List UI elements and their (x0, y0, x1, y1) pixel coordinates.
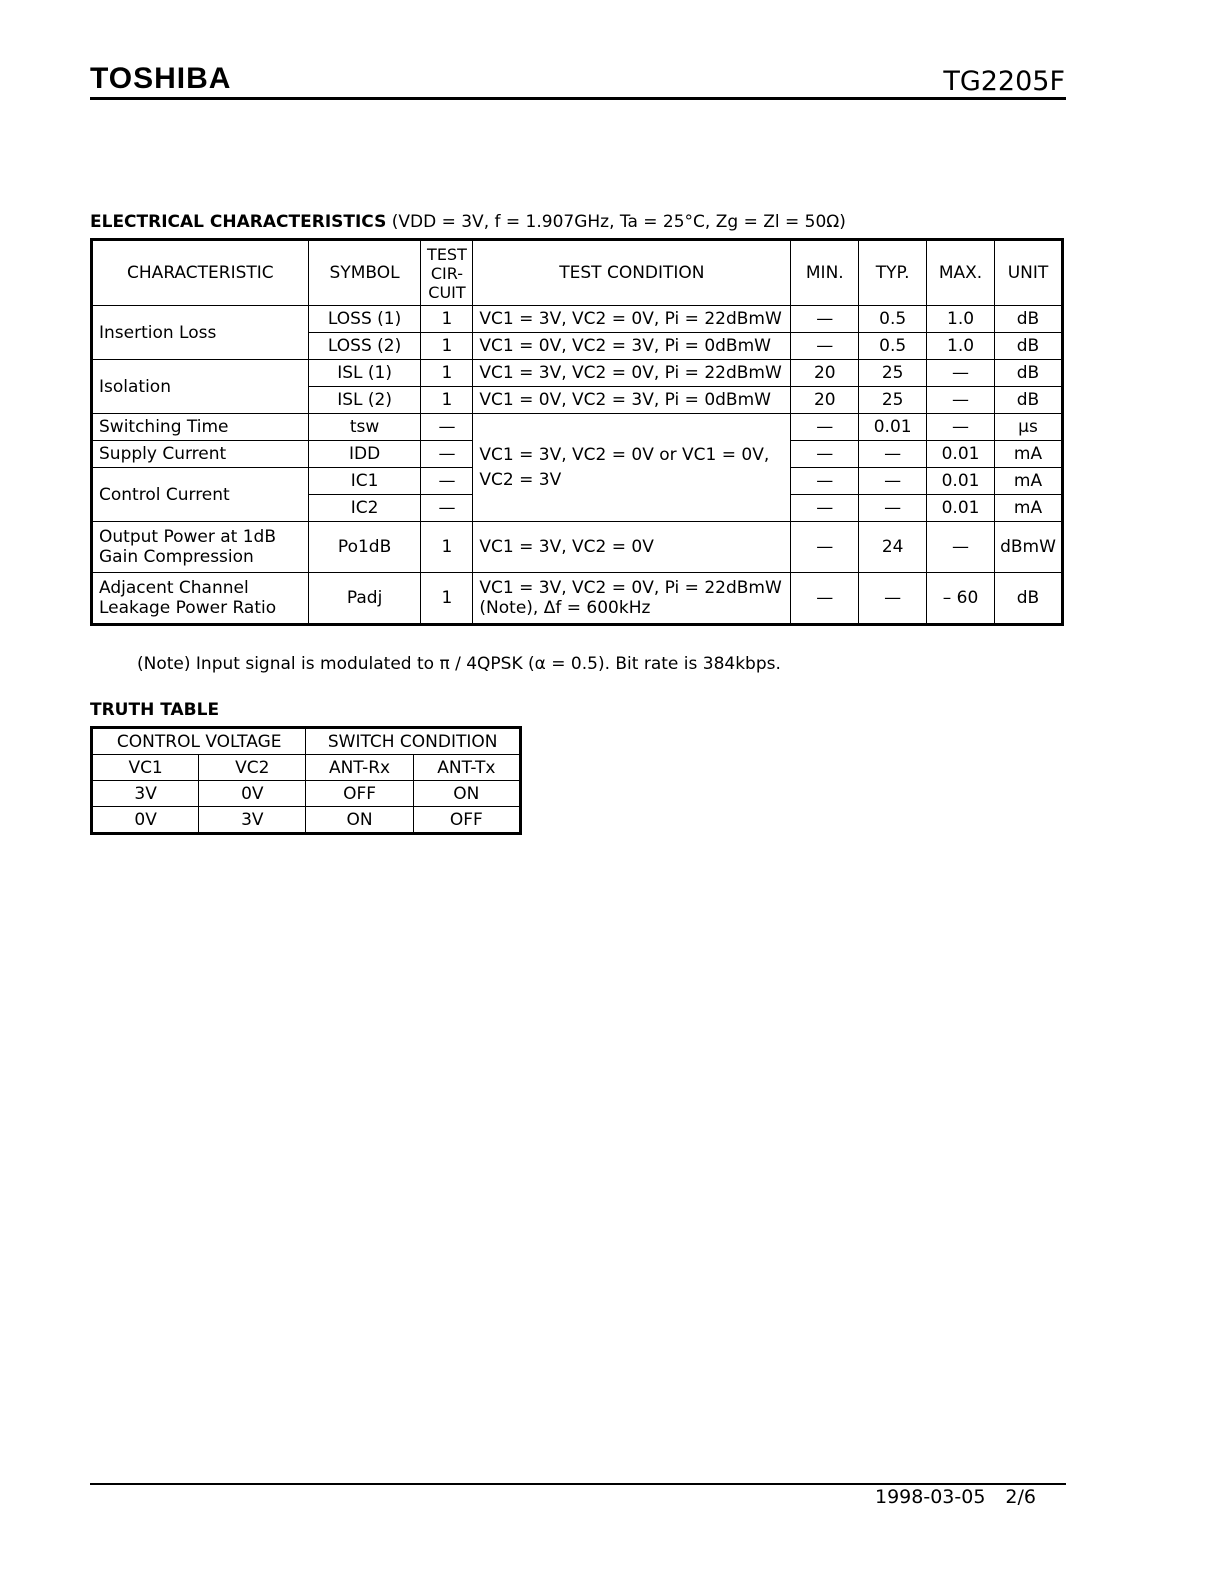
modulation-note: (Note) Input signal is modulated to π / 4QPSK (α = 0.5). Bit rate is 384kbps. (137, 654, 781, 674)
truth-group-header-row (92, 728, 521, 755)
unit-cell: dB (994, 306, 1062, 333)
typ-cell: 0.5 (859, 333, 927, 360)
footer (875, 1486, 1036, 1508)
characteristic-cell: Isolation (92, 360, 309, 414)
table-row (92, 360, 1063, 387)
max-cell: – 60 (927, 573, 995, 625)
col-typ: TYP. (859, 240, 927, 306)
truth-cell: 3V (92, 781, 199, 807)
circuit-cell: 1 (421, 360, 473, 387)
symbol-cell: IC2 (308, 495, 421, 522)
vc1-header: VC1 (92, 755, 199, 781)
max-cell: 1.0 (927, 306, 995, 333)
max-cell: — (927, 387, 995, 414)
characteristic-cell: Control Current (92, 468, 309, 522)
max-cell: 1.0 (927, 333, 995, 360)
header-divider (90, 97, 1066, 100)
ant-tx-header: ANT-Tx (413, 755, 520, 781)
table-row (92, 573, 1063, 625)
table-row (92, 306, 1063, 333)
condition-cell: VC1 = 3V, VC2 = 0V (473, 522, 791, 573)
truth-sub-header-row (92, 755, 521, 781)
truth-cell: 0V (199, 781, 306, 807)
unit-cell: μs (994, 414, 1062, 441)
circuit-cell: 1 (421, 333, 473, 360)
ec-conditions: (VDD = 3V, f = 1.907GHz, Ta = 25°C, Zg = Zl = 50Ω) (391, 212, 846, 232)
max-cell: — (927, 522, 995, 573)
typ-cell: — (859, 495, 927, 522)
min-cell: — (791, 441, 859, 468)
symbol-cell: tsw (308, 414, 421, 441)
min-cell: — (791, 573, 859, 625)
truth-table-title: TRUTH TABLE (90, 700, 220, 720)
max-cell: 0.01 (927, 468, 995, 495)
min-cell: — (791, 333, 859, 360)
circuit-cell: — (421, 468, 473, 495)
characteristic-cell: Output Power at 1dB Gain Compression (92, 522, 309, 573)
circuit-cell: — (421, 495, 473, 522)
truth-cell: OFF (306, 781, 413, 807)
circuit-cell: 1 (421, 522, 473, 573)
typ-cell: 25 (859, 360, 927, 387)
min-cell: — (791, 495, 859, 522)
footer-page: 2/6 (1005, 1486, 1036, 1508)
col-min: MIN. (791, 240, 859, 306)
condition-cell: VC1 = 3V, VC2 = 0V, Pi = 22dBmW (473, 306, 791, 333)
unit-cell: dBmW (994, 522, 1062, 573)
min-cell: 20 (791, 360, 859, 387)
min-cell: — (791, 306, 859, 333)
typ-cell: 25 (859, 387, 927, 414)
unit-cell: mA (994, 468, 1062, 495)
shared-condition-cell: VC1 = 3V, VC2 = 0V or VC1 = 0V, VC2 = 3V (473, 414, 791, 522)
symbol-cell: IC1 (308, 468, 421, 495)
condition-cell: VC1 = 3V, VC2 = 0V, Pi = 22dBmW (473, 360, 791, 387)
footer-date: 1998-03-05 (875, 1486, 986, 1508)
col-test-condition: TEST CONDITION (473, 240, 791, 306)
symbol-cell: LOSS (1) (308, 306, 421, 333)
ec-title-text: ELECTRICAL CHARACTERISTICS (90, 212, 387, 232)
characteristic-cell: Insertion Loss (92, 306, 309, 360)
electrical-characteristics-title (90, 212, 846, 232)
unit-cell: mA (994, 495, 1062, 522)
col-characteristic: CHARACTERISTIC (92, 240, 309, 306)
symbol-cell: Padj (308, 573, 421, 625)
min-cell: — (791, 468, 859, 495)
table-row (92, 781, 521, 807)
unit-cell: dB (994, 573, 1062, 625)
circuit-cell: 1 (421, 573, 473, 625)
symbol-cell: Po1dB (308, 522, 421, 573)
truth-cell: OFF (413, 807, 520, 834)
max-cell: 0.01 (927, 495, 995, 522)
max-cell: — (927, 414, 995, 441)
unit-cell: dB (994, 387, 1062, 414)
unit-cell: dB (994, 333, 1062, 360)
circuit-cell: — (421, 414, 473, 441)
electrical-characteristics-table (90, 238, 1064, 626)
typ-cell: — (859, 573, 927, 625)
vc2-header: VC2 (199, 755, 306, 781)
typ-cell: 24 (859, 522, 927, 573)
table-row (92, 522, 1063, 573)
circuit-cell: 1 (421, 387, 473, 414)
col-symbol: SYMBOL (308, 240, 421, 306)
symbol-cell: ISL (1) (308, 360, 421, 387)
truth-cell: 0V (92, 807, 199, 834)
table-row (92, 414, 1063, 441)
truth-cell: 3V (199, 807, 306, 834)
col-unit: UNIT (994, 240, 1062, 306)
ec-header-row (92, 240, 1063, 306)
max-cell: — (927, 360, 995, 387)
characteristic-cell: Switching Time (92, 414, 309, 441)
condition-cell: VC1 = 0V, VC2 = 3V, Pi = 0dBmW (473, 333, 791, 360)
characteristic-cell: Adjacent Channel Leakage Power Ratio (92, 573, 309, 625)
symbol-cell: ISL (2) (308, 387, 421, 414)
condition-cell: VC1 = 3V, VC2 = 0V, Pi = 22dBmW (Note), Δf = 600kHz (473, 573, 791, 625)
footer-divider (90, 1483, 1066, 1485)
unit-cell: mA (994, 441, 1062, 468)
control-voltage-header: CONTROL VOLTAGE (92, 728, 306, 755)
switch-condition-header: SWITCH CONDITION (306, 728, 521, 755)
toshiba-logo: TOSHIBA (90, 62, 232, 95)
min-cell: — (791, 522, 859, 573)
min-cell: 20 (791, 387, 859, 414)
symbol-cell: LOSS (2) (308, 333, 421, 360)
part-number: TG2205F (943, 66, 1065, 97)
unit-cell: dB (994, 360, 1062, 387)
typ-cell: 0.01 (859, 414, 927, 441)
condition-cell: VC1 = 0V, VC2 = 3V, Pi = 0dBmW (473, 387, 791, 414)
min-cell: — (791, 414, 859, 441)
truth-cell: ON (306, 807, 413, 834)
col-max: MAX. (927, 240, 995, 306)
truth-table (90, 726, 522, 835)
typ-cell: 0.5 (859, 306, 927, 333)
circuit-cell: — (421, 441, 473, 468)
characteristic-cell: Supply Current (92, 441, 309, 468)
typ-cell: — (859, 441, 927, 468)
symbol-cell: IDD (308, 441, 421, 468)
typ-cell: — (859, 468, 927, 495)
col-test-circuit: TEST CIR- CUIT (421, 240, 473, 306)
table-row (92, 807, 521, 834)
ant-rx-header: ANT-Rx (306, 755, 413, 781)
circuit-cell: 1 (421, 306, 473, 333)
truth-cell: ON (413, 781, 520, 807)
max-cell: 0.01 (927, 441, 995, 468)
